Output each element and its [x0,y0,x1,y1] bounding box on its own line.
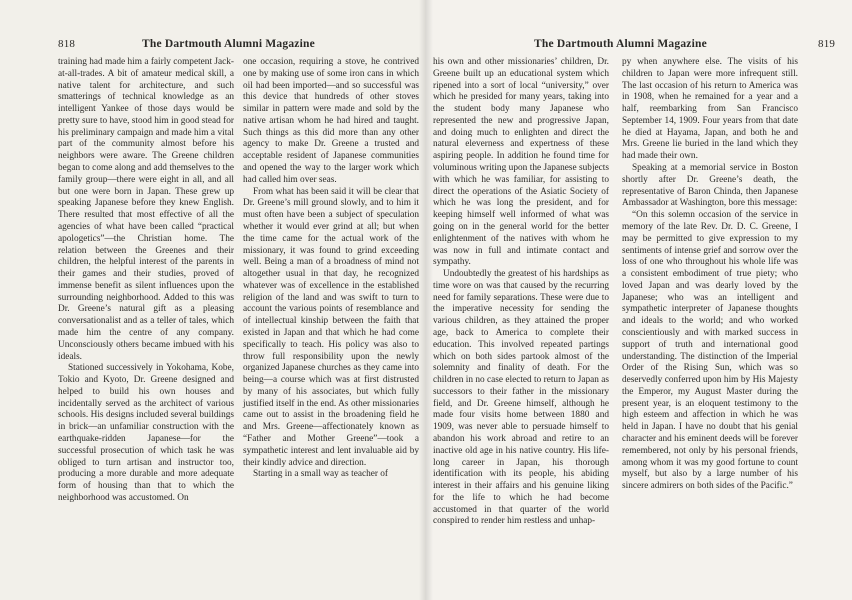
paragraph: Stationed successively in Yokohama, Kobe, Tokio and Kyoto, Dr. Greene designed and helped to build his own houses and incidentally served as the architect of various schools. His designs included several buildings in brick—an unfamiliar construction with the earthquake-ridden Japanese—for the successful prosecution of which task he was obliged to turn artisan and instructor too, producing a more durable and more adequate form of housing than that to which the neighborhood was accustomed. On [58,363,234,503]
paragraph: Undoubtedly the greatest of his hardships as time wore on was that caused by the recurring need for family separations. These were due to the imperative necessity for sending the various children, as they attained the proper age, back to America to complete their education. This involved repeated partings which on both sides partook almost of the solemnity and finality of death. For the children in no case elected to return to Japan as successors to their father in the missionary field, and Dr. Greene himself, although he made four visits home between 1880 and 1909, was never able to persuade himself to abandon his work abroad and retire to an inactive old age in his native country. His life-long career in Japan, his thorough identification with its people, his abiding interest in their affairs and his genuine liking for the life to which he had become accustomed in that quarter of the world conspired to render him restless and unhap- [433,269,609,527]
right-page-column-1 [433,57,609,528]
left-page-number: 818 [58,38,76,50]
paragraph: one occasion, requiring a stove, he contrived one by making use of some iron cans in which oil had been imported—and so successful was this device that hundreds of other stoves similar in pattern were made and sold by the native artisan whom he had hired and taught. Such things as this did more than any other agency to make Dr. Greene a trusted and acceptable resident of Japanese communities and opened the way to the larger work which had called him over seas. [243,57,419,185]
paragraph: py when anywhere else. The visits of his children to Japan were more infrequent still. The last occasion of his return to America was in 1908, when he remained for a year and a half, reembarking from San Francisco September 14, 1909. Four years from that date he died at Hayama, Japan, and both he and Mrs. Greene lie buried in the land which they had made their own. [622,57,798,162]
right-running-title: The Dartmouth Alumni Magazine [534,38,707,50]
paragraph: Speaking at a memorial service in Boston shortly after Dr. Greene’s death, the representative of Baron Chinda, then Japanese Ambassador at Washington, bore this message: [622,163,798,209]
left-page-column-2 [243,57,419,481]
left-page-column-1 [58,57,234,505]
binding-gutter [419,0,433,600]
right-page-number: 819 [818,38,836,50]
left-running-title: The Dartmouth Alumni Magazine [142,38,315,50]
right-page [426,0,852,600]
paragraph: training had made him a fairly competent Jack-at-all-trades. A bit of amateur medical skill, a native talent for architecture, and such smatterings of technical knowledge as an intelligent Yankee of those days would be pretty sure to have, stood him in good stead for his preliminary campaign and made him a vital part of the community almost before his neighbors were aware. The Greene children began to come along and add themselves to the family group—there were eight in all, and all but one were born in Japan. These grew up speaking Japanese before they knew English. There resulted that most effective of all the agencies of what have been called “practical apologetics”—the Christian home. The relation between the Greenes and their children, the helpful interest of the parents in their games and their studies, proved of immense benefit as silent influences upon the surrounding neighborhood. Added to this was Dr. Greene’s natural gift as a pleasing conversationalist and as a teller of tales, which made him the centre of any company. Unconsciously others became imbued with his ideals. [58,57,234,362]
right-page-column-2 [622,57,798,493]
paragraph: From what has been said it will be clear that Dr. Greene’s mill ground slowly, and to him it must often have been a subject of speculation whether it would ever grind at all; but when the time came for the actual work of the missionary, it was found to grind exceeding well. Being a man of a broadness of mind not altogether usual in that day, he recognized whatever was of excellence in the established religion of the land and was swift to turn to account the various points of resemblance and of intellectual kinship between the faith that existed in Japan and that which he had come specifically to teach. His policy was also to throw full responsibility upon the newly organized Japanese churches as they came into being—a course which was at first distrusted by many of his associates, but which fully justified itself in the end. As other missionaries came out to assist in the broadening field he and Mrs. Greene—affectionately known as “Father and Mother Greene”—took a sympathetic interest and lent invaluable aid by their kindly advice and direction. [243,186,419,468]
paragraph: his own and other missionaries’ children, Dr. Greene built up an educational system which ripened into a sort of local “university,” over which he presided for many years, taking into the student body many Japanese who represented the new and progressive Japan, and doing much to enlighten and direct the natural eleverness and expertness of these aspiring people. In addition he found time for voluminous writing upon the Japanese subjects with which he was familiar, for assisting to direct the operations of the Asiatic Society of which he was long the president, and for keeping himself well informed of what was going on in the general world for the better enlightenment of the natives with whom he was now in full and intimate contact and sympathy. [433,57,609,268]
paragraph: “On this solemn occasion of the service in memory of the late Rev. Dr. D. C. Greene, I may be permitted to give expression to my sentiments of intense grief and sorrow over the loss of one who throughout his whole life was a consistent embodiment of true piety; who loved Japan and was dearly loved by the Japanese; who was an intelligent and sympathetic interpreter of Japanese thoughts and ideals to the world; and who worked conscientiously and with marked success in support of truth and international good understanding. The distinction of the Imperial Order of the Rising Sun, which was so deservedly conferred upon him by His Majesty the Emperor, my August Master during the present year, is an eloquent testimony to the high esteem and affection in which he was held in Japan. I have no doubt that his genial character and his eminent deeds will be forever remembered, not only by his personal friends, among whom it was my good fortune to count myself, but also by a large number of his sincere admirers on both sides of the Pacific.” [622,210,798,492]
paragraph: Starting in a small way as teacher of [253,469,389,480]
